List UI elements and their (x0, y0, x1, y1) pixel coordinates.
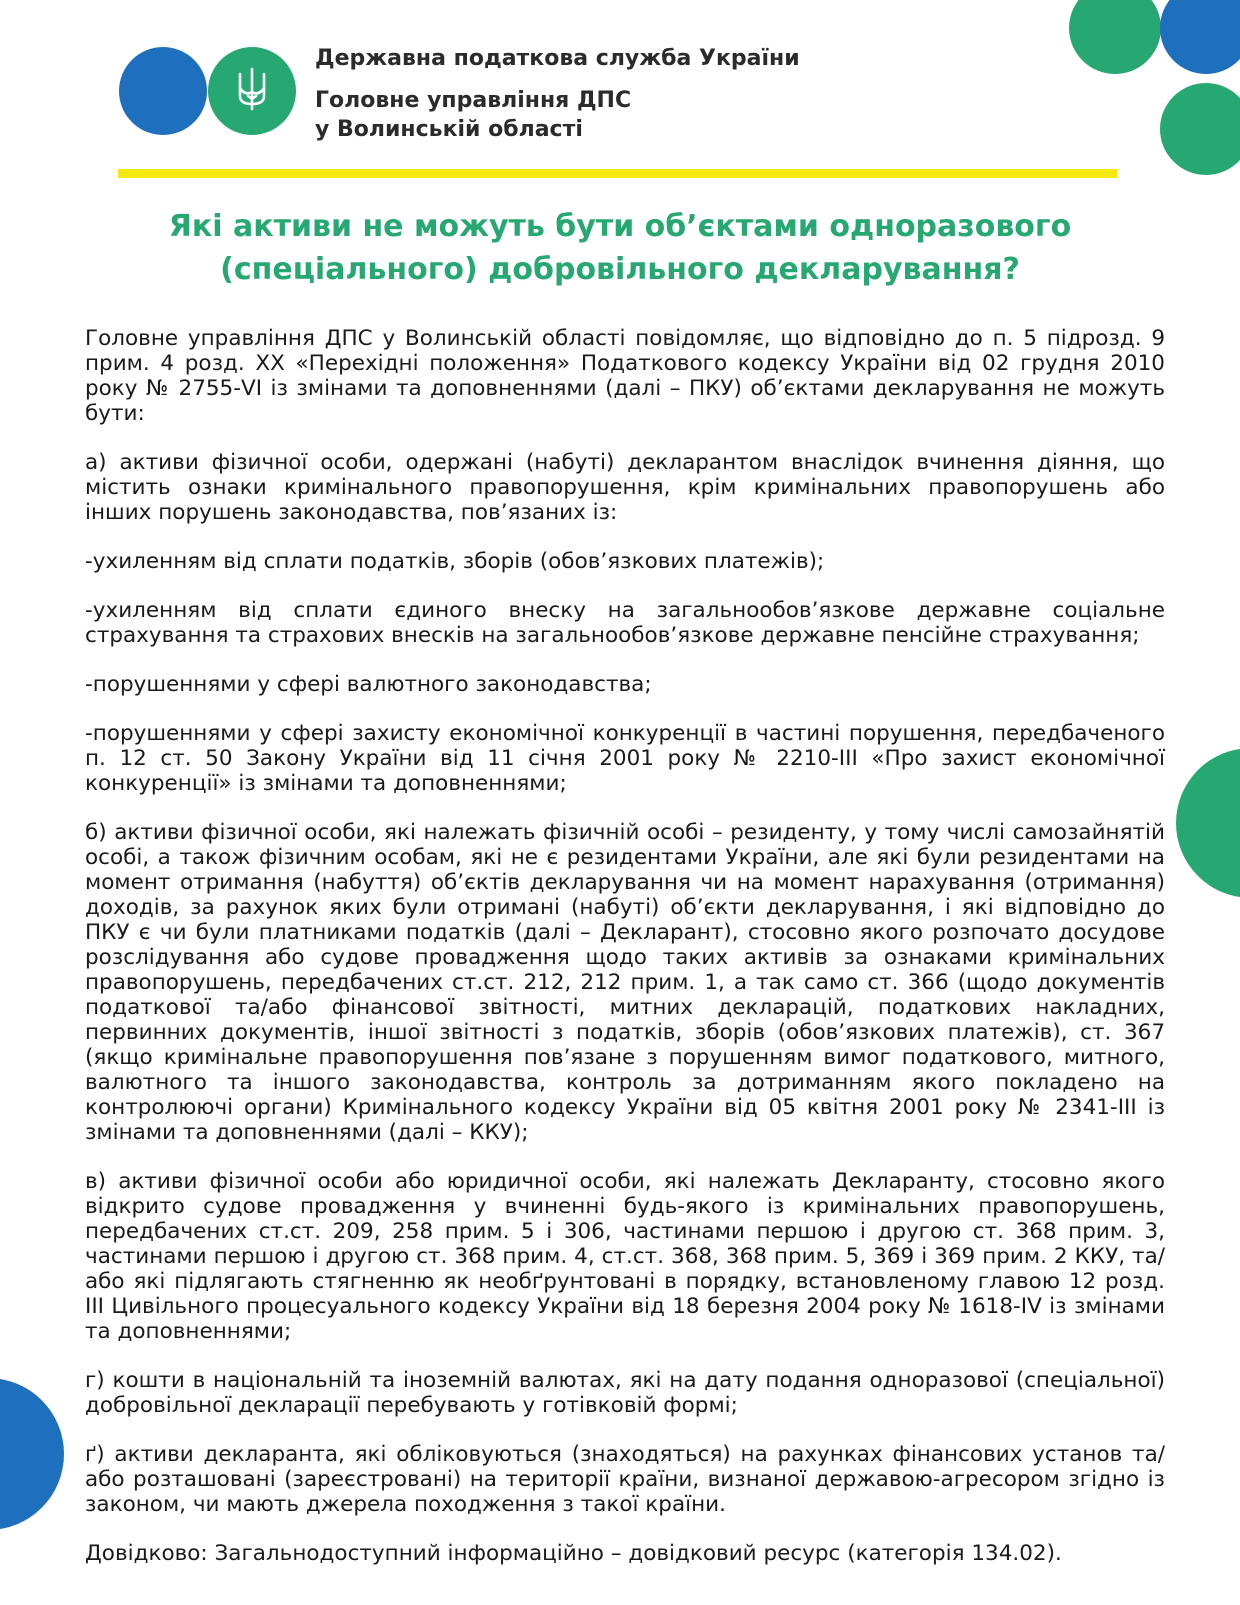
item-a: а) активи фізичної особи, одержані (набуті) декларантом внаслідок вчинення діяння, що містить ознаки кримінального правопорушення, крім кримінальних правопорушень або інших порушень законодавства, пов’язаних із: (85, 450, 1165, 525)
item-a-sub-1: -ухиленням від сплати податків, зборів (обов’язкових платежів); (85, 549, 825, 574)
item-b: б) активи фізичної особи, які належать фізичній особі – резиденту, у тому числі самозайнятій особі, а також фізичним особам, які не є резидентами України, але які були резидентами на момент отримання (набуття) об’єктів декларування чи на момент нарахування (отримання) доходів, за рахунок яких були отримані (набуті) об’єкти декларування, і які відповідно до ПКУ є чи були платниками податків (далі – Декларант), стосовно якого розпочато досудове розслідування або судове провадження щодо таких активів за ознаками кримінальних правопорушень, передбачених ст.ст. 212, 212 прим. 1, а так само ст. 366 (щодо документів податкової та/або фінансової звітності, митних декларацій, податкових накладних, первинних документів, іншої звітності з податків, зборів (обов’язкових платежів), ст. 367 (якщо кримінальне правопорушення пов’язане з порушенням вимог податкового, митного, валютного та іншого законодавства, контроль за дотриманням якого покладено на контролюючі органи) Кримінального кодексу України від 05 квітня 2001 року № 2341-III із змінами та доповненнями (далі – ККУ); (85, 820, 1165, 1145)
decor-circle-blue-header (119, 47, 207, 135)
article-body (85, 326, 1165, 1590)
org-department: Головне управління ДПС (315, 88, 632, 113)
decor-circle-blue-bottom (0, 1378, 64, 1530)
org-name: Державна податкова служба України (315, 46, 800, 71)
item-a-sub-4: -порушеннями у сфері захисту економічної конкуренції в частині порушення, передбаченого п. 12 ст. 50 Закону України від 11 січня 2001 року № 2210-III «Про захист економічної конкуренції» із змінами та доповненнями; (85, 721, 1165, 796)
decor-circle-green-right (1160, 83, 1240, 175)
page-title (80, 205, 1160, 291)
decor-circle-green-top (1069, 0, 1161, 74)
item-a-sub-3: -порушеннями у сфері валютного законодавства; (85, 672, 652, 697)
item-v: в) активи фізичної особи або юридичної особи, які належать Декларанту, стосовно якого відкрито судове провадження у вчиненні будь-якого із кримінальних правопорушень, передбачених ст.ст. 209, 258 прим. 5 і 306, частинами першою і другою ст. 368 прим. 3, частинами першою і другою ст. 368 прим. 4, ст.ст. 368, 368 прим. 5, 369 і 369 прим. 2 ККУ, та/або які підлягають стягненню як необґрунтовані в порядку, встановленому главою 12 розд. III Цивільного процесуального кодексу України від 18 березня 2004 року № 1618-IV із змінами та доповненнями; (85, 1169, 1165, 1344)
item-a-sub-2: -ухиленням від сплати єдиного внеску на загальнообов’язкове державне соціальне страхування та страхових внесків на загальнообов’язкове державне пенсійне страхування; (85, 598, 1165, 648)
decor-circle-blue-top (1160, 0, 1240, 74)
decor-circle-green-mid (1176, 748, 1240, 898)
reference-footnote: Довідково: Загальнодоступний інформаційно – довідковий ресурс (категорія 134.02). (85, 1541, 1062, 1566)
header-divider (118, 169, 1117, 178)
trident-icon (235, 66, 269, 116)
page-title-line-2: (спеціального) добровільного декларування? (220, 252, 1020, 287)
intro-paragraph: Головне управління ДПС у Волинській області повідомляє, що відповідно до п. 5 підрозд. 9 прим. 4 розд. XX «Перехідні положення» Податкового кодексу України від 02 грудня 2010 року № 2755-VI із змінами та доповненнями (далі – ПКУ) об’єктами декларування не можуть бути: (85, 326, 1165, 426)
logo-circle (208, 47, 296, 135)
item-g-prime: ґ) активи декларанта, які обліковуються (знаходяться) на рахунках фінансових установ та/або розташовані (зареєстровані) на території країни, визнаної державою-агресором згідно із законом, чи мають джерела походження з такої країни. (85, 1442, 1165, 1517)
item-g: г) кошти в національній та іноземній валютах, які на дату подання одноразової (спеціальної) добровільної декларації перебувають у готівковій формі; (85, 1368, 1165, 1418)
org-region: у Волинській області (315, 117, 583, 142)
page-title-line-1: Які активи не можуть бути об’єктами одноразового (168, 209, 1072, 244)
